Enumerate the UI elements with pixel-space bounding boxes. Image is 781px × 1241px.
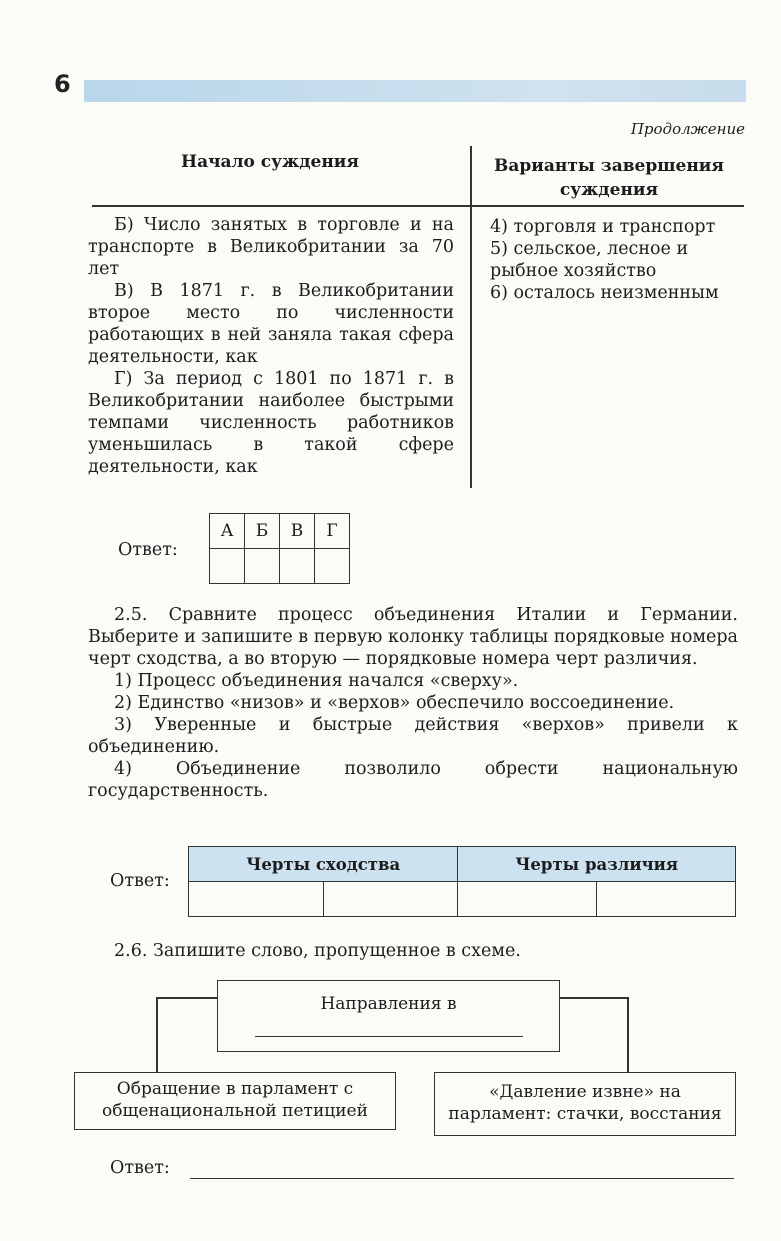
left-item-v: В) В 1871 г. в Великобритании второе место по численности работающих в ней заняла такая сфера деятельности, как <box>88 281 454 367</box>
scheme-top-text: Направления в <box>320 994 457 1014</box>
task25-item-1: 1) Процесс объединения начался «сверху». <box>114 671 519 691</box>
answer1-letter-g: Г <box>315 514 350 549</box>
left-item-b: Б) Число занятых в торговле и на транспорте в Великобритании за 70 лет <box>88 215 454 279</box>
answer1-cell-a[interactable] <box>210 549 245 584</box>
answer3-line[interactable] <box>190 1178 734 1179</box>
answer3-label: Ответ: <box>110 1158 170 1178</box>
table-divider-vertical <box>470 146 472 488</box>
scheme-connector-right-h <box>558 997 628 999</box>
traits-cell-diff-1[interactable] <box>458 882 597 917</box>
scheme-blank-line[interactable] <box>255 1036 523 1037</box>
task26-intro: 2.6. Запишите слово, пропущенное в схеме. <box>114 941 521 961</box>
task25-item-3: 3) Уверенные и быстрые действия «верхов» привели к объединению. <box>88 715 738 757</box>
task26 <box>88 940 738 962</box>
table-divider-horizontal <box>92 205 744 207</box>
traits-cell-similar-1[interactable] <box>189 882 324 917</box>
scheme-connector-left-v <box>156 997 158 1073</box>
scheme-right-box <box>434 1072 736 1136</box>
header-bar <box>84 80 746 102</box>
answer1-label: Ответ: <box>118 540 178 560</box>
col2-header: Варианты завершения суждения <box>494 156 724 200</box>
traits-table <box>188 846 736 917</box>
right-item-5: 5) сельское, лесное и рыбное хозяйство <box>490 239 689 281</box>
scheme-right-text: «Давление извне» на парламент: стачки, восстания <box>448 1082 722 1124</box>
task25-item-4: 4) Объединение позволило обрести национальную государственность. <box>88 759 738 801</box>
task25-item-2: 2) Единство «низов» и «верхов» обеспечило воссоединение. <box>114 693 675 713</box>
right-item-4: 4) торговля и транспорт <box>490 217 716 237</box>
right-item-6: 6) осталось неизменным <box>490 283 719 303</box>
task25 <box>88 604 738 802</box>
scheme-left-box <box>74 1072 396 1130</box>
scheme-top-box <box>217 980 560 1052</box>
right-column <box>490 216 726 304</box>
answer1-letter-b: Б <box>245 514 280 549</box>
traits-cell-similar-2[interactable] <box>323 882 458 917</box>
scheme-connector-right-v <box>627 997 629 1073</box>
task25-intro: 2.5. Сравните процесс объединения Италии и Германии. Выберите и запишите в первую колонку таблицы порядковые номера черт сходства, а во вторую — порядковые номера черт различия. <box>88 605 738 669</box>
answer1-letter-a: А <box>210 514 245 549</box>
scheme-left-text: Обращение в парламент с общенациональной петицией <box>102 1079 368 1121</box>
traits-cell-diff-2[interactable] <box>597 882 736 917</box>
answer1-letter-v: В <box>280 514 315 549</box>
page-number: 6 <box>54 70 71 98</box>
traits-header-similar: Черты сходства <box>189 847 458 882</box>
answer1-cell-b[interactable] <box>245 549 280 584</box>
answer2-label: Ответ: <box>110 871 170 891</box>
scheme-connector-left-h <box>156 997 218 999</box>
col1-header: Начало суждения <box>181 152 359 172</box>
left-item-g: Г) За период с 1801 по 1871 г. в Великобритании наиболее быстрыми темпами численность работников уменьшилась в такой сфере деятельности, как <box>88 369 454 477</box>
traits-header-diff: Черты различия <box>458 847 736 882</box>
answer1-cell-v[interactable] <box>280 549 315 584</box>
answer1-cell-g[interactable] <box>315 549 350 584</box>
left-column <box>88 214 454 478</box>
continuation-label: Продолжение <box>630 120 745 138</box>
answer1-grid <box>209 513 350 584</box>
